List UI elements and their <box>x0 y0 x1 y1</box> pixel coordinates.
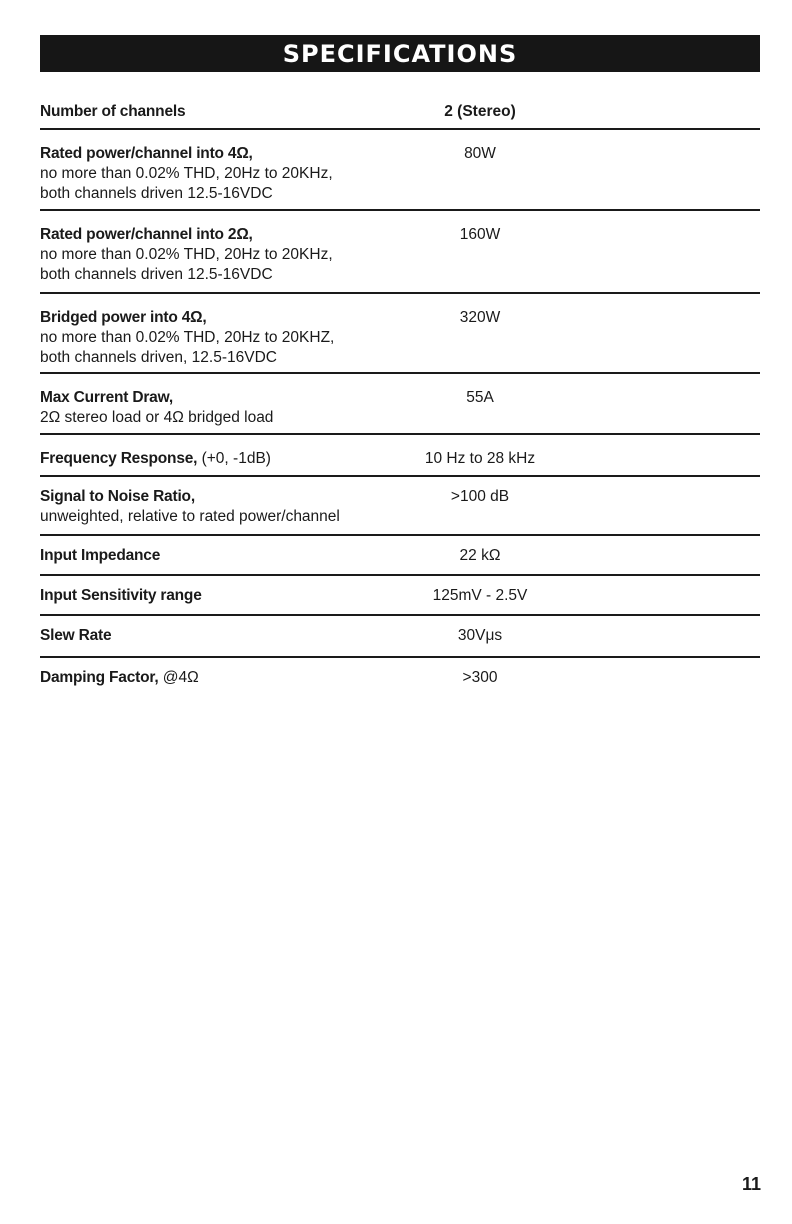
spec-value: 10 Hz to 28 kHz <box>424 450 536 467</box>
spec-value: >100 dB <box>450 488 510 505</box>
spec-value: 2 (Stereo) <box>444 103 516 120</box>
spec-name: Rated power/channel into 4Ω, <box>40 145 253 162</box>
spec-desc-line: both channels driven 12.5-16VDC <box>40 185 273 202</box>
spec-value: 125mV - 2.5V <box>432 587 528 604</box>
spec-name: Number of channels <box>40 103 186 120</box>
spec-row-damping-factor <box>40 658 760 698</box>
spec-row-input-sensitivity <box>40 576 760 616</box>
spec-desc-line: no more than 0.02% THD, 20Hz to 20KHz, <box>40 165 333 182</box>
spec-row-frequency-response <box>40 435 760 477</box>
spec-row-signal-to-noise <box>40 477 760 536</box>
page-number: 11 <box>741 1174 761 1194</box>
spec-name: Input Sensitivity range <box>40 587 202 604</box>
spec-row-slew-rate <box>40 616 760 658</box>
specifications-header <box>40 35 760 72</box>
spec-name: Bridged power into 4Ω, <box>40 309 207 326</box>
spec-value: 55A <box>466 389 494 406</box>
spec-table <box>40 98 760 698</box>
spec-value: 22 kΩ <box>459 547 501 564</box>
spec-desc-line: unweighted, relative to rated power/channel <box>40 508 340 525</box>
spec-qualifier: (+0, -1dB) <box>201 450 271 467</box>
spec-desc-line: no more than 0.02% THD, 20Hz to 20KHz, <box>40 246 333 263</box>
spec-row-bridged-power <box>40 294 760 374</box>
spec-value: 320W <box>459 309 501 326</box>
spec-name: Input Impedance <box>40 547 161 564</box>
spec-value: 160W <box>459 226 501 243</box>
spec-value: >300 <box>462 669 498 686</box>
spec-name: Frequency Response, <box>40 450 198 467</box>
spec-row-channels <box>40 98 760 130</box>
spec-name: Damping Factor, <box>40 669 159 686</box>
page-title: SPECIFICATIONS <box>282 39 518 68</box>
spec-name: Max Current Draw, <box>40 389 173 406</box>
spec-name: Rated power/channel into 2Ω, <box>40 226 253 243</box>
spec-qualifier: @4Ω <box>162 669 199 686</box>
spec-row-max-current <box>40 374 760 435</box>
spec-desc-line: 2Ω stereo load or 4Ω bridged load <box>40 409 274 426</box>
spec-row-rated-power-4ohm <box>40 130 760 211</box>
spec-desc-line: both channels driven, 12.5-16VDC <box>40 349 277 366</box>
spec-value: 80W <box>464 145 496 162</box>
spec-row-input-impedance <box>40 536 760 576</box>
spec-name: Slew Rate <box>40 627 112 644</box>
spec-value: 30Vμs <box>457 627 503 644</box>
spec-desc-line: both channels driven 12.5-16VDC <box>40 266 273 283</box>
spec-name: Signal to Noise Ratio, <box>40 488 195 505</box>
spec-desc-line: no more than 0.02% THD, 20Hz to 20KHZ, <box>40 329 335 346</box>
spec-row-rated-power-2ohm <box>40 211 760 294</box>
